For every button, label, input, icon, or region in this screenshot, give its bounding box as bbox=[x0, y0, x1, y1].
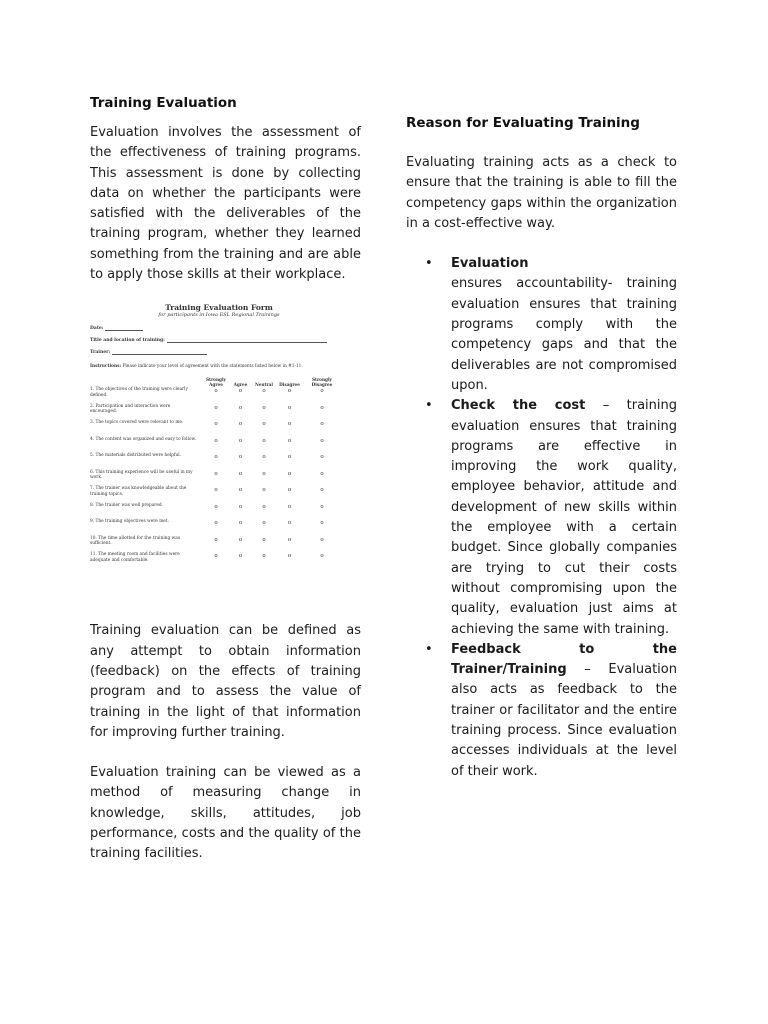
form-rating-circle: o bbox=[320, 454, 324, 461]
form-rating-circle: o bbox=[262, 404, 266, 411]
form-table-header bbox=[90, 373, 348, 387]
form-column-header: Strongly Disagree bbox=[311, 377, 333, 388]
form-rating-circle: o bbox=[262, 536, 266, 543]
form-rating-circle: o bbox=[287, 421, 292, 428]
form-rating-circle: o bbox=[287, 553, 292, 560]
form-rating-circle: o bbox=[238, 437, 243, 444]
form-instructions-label: Instructions: bbox=[90, 364, 122, 370]
form-rating-circle: o bbox=[287, 487, 292, 494]
bullet-check-the-cost bbox=[406, 396, 677, 640]
form-rating-circle: o bbox=[262, 388, 266, 395]
bullet-dot: • bbox=[425, 398, 433, 414]
form-column-header: Neutral bbox=[255, 382, 273, 388]
form-rating-circle: o bbox=[320, 553, 324, 560]
form-title-location-underline bbox=[167, 338, 327, 343]
form-column-header: Strongly Agree bbox=[206, 377, 226, 388]
form-rating-circle: o bbox=[287, 520, 292, 527]
form-table-row bbox=[90, 387, 348, 404]
form-trainer-underline bbox=[112, 350, 207, 355]
form-table-row bbox=[90, 470, 348, 487]
form-rating-circle: o bbox=[262, 553, 266, 560]
form-rating-circle: o bbox=[262, 503, 266, 510]
form-instructions bbox=[90, 364, 348, 369]
form-question: 8. The trainer was well prepared. bbox=[90, 502, 163, 508]
right-column bbox=[406, 113, 677, 782]
bullet-feedback-term: Feedback to the Trainer/Training bbox=[451, 641, 677, 678]
form-table-row bbox=[90, 503, 348, 520]
form-rating-circle: o bbox=[214, 421, 218, 428]
form-rating-circle: o bbox=[214, 503, 218, 510]
form-rating-circle: o bbox=[214, 520, 218, 527]
form-table-row bbox=[90, 536, 348, 553]
form-rating-circle: o bbox=[238, 388, 243, 395]
form-rating-circle: o bbox=[287, 454, 292, 461]
form-rating-circle: o bbox=[238, 487, 243, 494]
form-rating-circle: o bbox=[262, 454, 266, 461]
form-column-header: Agree bbox=[233, 382, 248, 388]
form-rating-circle: o bbox=[287, 388, 292, 395]
form-question: 5. The materials distributed were helpful. bbox=[90, 453, 181, 459]
form-table-row bbox=[90, 420, 348, 437]
form-rating-circle: o bbox=[214, 437, 218, 444]
bullet-evaluation-content bbox=[451, 254, 677, 396]
form-rating-circle: o bbox=[238, 454, 243, 461]
form-title: Training Evaluation Form bbox=[165, 303, 273, 313]
form-rating-circle: o bbox=[238, 536, 243, 543]
training-evaluation-form-image bbox=[90, 303, 348, 585]
form-date-underline bbox=[105, 326, 143, 331]
bullet-dot: • bbox=[425, 641, 433, 657]
form-rating-circle: o bbox=[287, 536, 292, 543]
form-table-row bbox=[90, 404, 348, 421]
form-question: 3. The topics covered were relevant to me. bbox=[90, 420, 184, 426]
form-column-header: Disagree bbox=[279, 382, 300, 388]
form-title-location-label: Title and location of training: bbox=[90, 338, 165, 344]
form-table-row bbox=[90, 437, 348, 454]
form-table-row bbox=[90, 486, 348, 503]
form-rating-circle: o bbox=[262, 421, 266, 428]
form-subtitle: for participants in Iowa ESL Regional Trainings bbox=[158, 312, 280, 319]
form-trainer-label: Trainer: bbox=[90, 350, 111, 356]
form-rating-circle: o bbox=[320, 421, 324, 428]
form-rating-circle: o bbox=[214, 487, 218, 494]
bullet-evaluation-text: ensures accountability- training evaluation ensures that training programs comply with the competency gaps and that the deliverables are not compromised upon. bbox=[451, 276, 677, 393]
form-rating-circle: o bbox=[238, 404, 243, 411]
paragraph-training-evaluation-defined: Training evaluation can be defined as any attempt to obtain information (feedback) on the effects of training program and to assess the value of training in the light of that information for improving further training. bbox=[90, 623, 361, 740]
form-rating-circle: o bbox=[214, 553, 218, 560]
bullet-check-the-cost-text: – training evaluation ensures that training programs are effective in improving the work quality, employee behavior, attitude and development of new skills within the employee with a certain budget. Since globally companies are trying to cut their costs without compromising upon the quality, evaluation just aims at achieving the same with training. bbox=[451, 398, 677, 637]
paragraph-evaluation-training-viewed: Evaluation training can be viewed as a method of measuring change in knowledge, skills, attitudes, job performance, costs and the quality of the training facilities. bbox=[90, 765, 361, 862]
form-question: 1. The objectives of the training were clearly defined. bbox=[90, 387, 188, 398]
form-rating-circle: o bbox=[238, 520, 243, 527]
form-rating-circle: o bbox=[320, 437, 324, 444]
form-rating-circle: o bbox=[214, 388, 218, 395]
form-rating-circle: o bbox=[214, 536, 218, 543]
section-heading-training-evaluation: Training Evaluation bbox=[90, 95, 237, 111]
form-rating-circle: o bbox=[214, 404, 218, 411]
form-rating-circle: o bbox=[320, 470, 324, 477]
form-rating-circle: o bbox=[320, 487, 324, 494]
form-question: 11. The meeting room and facilities were adequate and comfortable. bbox=[90, 552, 180, 563]
bullet-feedback bbox=[406, 640, 677, 782]
form-rating-circle: o bbox=[262, 487, 266, 494]
left-column bbox=[90, 93, 361, 865]
form-rating-circle: o bbox=[287, 404, 292, 411]
paragraph-evaluation-involves: Evaluation involves the assessment of the effectiveness of training programs. This assessment is done by collecting data on whether the participants were satisfied with the deliverables of the training program, whether they learned something from the training and are able to apply those skills at their workplace. bbox=[90, 125, 361, 283]
form-rating-circle: o bbox=[214, 470, 218, 477]
form-question: 6. This training experience will be useful in my work. bbox=[90, 469, 193, 481]
form-question: 10. The time allotted for the training was sufficient. bbox=[90, 535, 181, 547]
bullet-feedback-text: – Evaluation also acts as feedback to the trainer or facilitator and the entire training process. Since evaluation accesses individuals at the level of their work. bbox=[451, 662, 677, 779]
form-rating-circle: o bbox=[287, 470, 292, 477]
form-rating-circle: o bbox=[320, 404, 324, 411]
form-question: 2. Participation and interaction were encouraged. bbox=[90, 403, 171, 415]
form-rating-circle: o bbox=[262, 520, 266, 527]
form-table-row bbox=[90, 552, 348, 569]
form-rating-circle: o bbox=[287, 437, 292, 444]
form-title-location-line bbox=[90, 338, 348, 343]
form-rating-circle: o bbox=[320, 388, 324, 395]
form-rating-circle: o bbox=[238, 470, 243, 477]
form-rating-circle: o bbox=[287, 503, 292, 510]
form-rating-circle: o bbox=[238, 503, 243, 510]
form-table-row bbox=[90, 519, 348, 536]
form-rating-circle: o bbox=[320, 536, 324, 543]
form-question: 7. The trainer was knowledgeable about the training topics. bbox=[90, 486, 187, 497]
form-instructions-text: Please indicate your level of agreement with the statements listed below in #1-11. bbox=[122, 364, 303, 370]
form-date-line bbox=[90, 326, 348, 331]
form-rating-circle: o bbox=[262, 437, 266, 444]
bullet-evaluation-term: Evaluation bbox=[451, 256, 529, 272]
bullet-dot: • bbox=[425, 256, 433, 272]
form-rating-circle: o bbox=[214, 454, 218, 461]
form-rating-circle: o bbox=[238, 553, 243, 560]
bullet-check-the-cost-term: Check the cost bbox=[451, 398, 586, 414]
reason-bullet-list bbox=[406, 254, 677, 782]
form-rating-circle: o bbox=[320, 503, 324, 510]
form-date-label: Date: bbox=[90, 326, 104, 332]
form-question: 4. The content was organized and easy to follow. bbox=[90, 436, 197, 442]
form-question: 9. The training objectives were met. bbox=[90, 519, 169, 525]
form-rating-table bbox=[90, 373, 348, 569]
section-heading-reason-for-evaluating: Reason for Evaluating Training bbox=[406, 115, 640, 131]
form-rating-circle: o bbox=[262, 470, 266, 477]
form-rating-circle: o bbox=[238, 421, 243, 428]
paragraph-evaluating-training-intro: Evaluating training acts as a check to ensure that the training is able to fill the competency gaps within the organization in a cost-effective way. bbox=[406, 155, 677, 231]
bullet-evaluation bbox=[406, 254, 677, 396]
form-table-row bbox=[90, 453, 348, 470]
form-trainer-line bbox=[90, 350, 348, 355]
form-rating-circle: o bbox=[320, 520, 324, 527]
